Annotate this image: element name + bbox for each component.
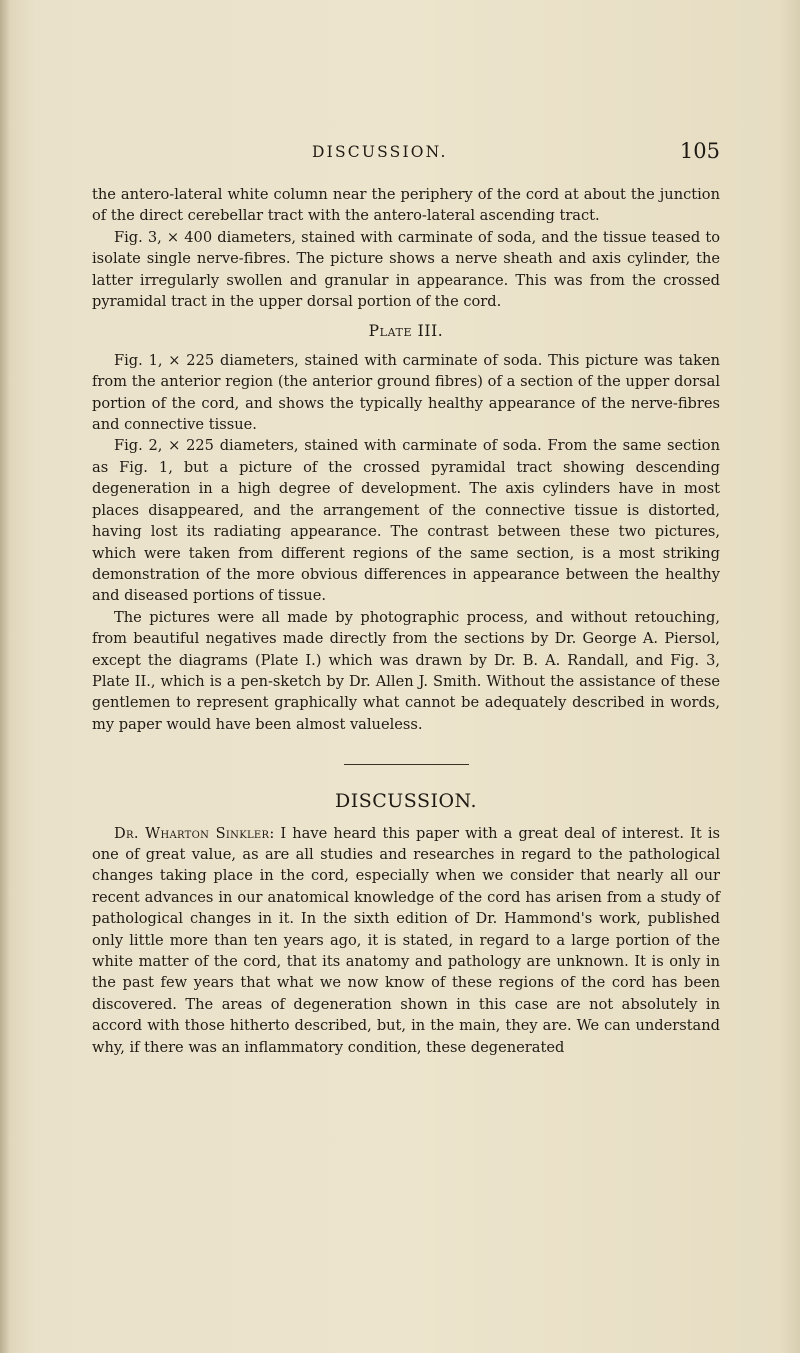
page-number: 105	[679, 139, 720, 163]
paragraph-pictures: The pictures were all made by photographic process, and without retouching, from beautiful negatives made directly from the sections by Dr. George A. Piersol, except the diagrams (Plate I.) which was drawn by Dr. B. A. Randall, and Fig. 3, Plate II., which is a pen-sketch by Dr. Allen J. Smith. Without the assistance of these gentlemen to represent graphically what cannot be adequately described in words, my paper would have been almost valueless.	[92, 608, 720, 733]
discussion-text: : I have heard this paper with a great deal of interest. It is one of great value, as are all studies and researches in regard to the pathological changes taking place in the cord, especially when we consider that nearly all our recent advances in our anatomical knowledge of the cord has arisen from a study of pathological changes in it. In the sixth edition of Dr. Hammond's work, published only little more than ten years ago, it is stated, in regard to a large portion of the white matter of the cord, that its anatomy and pathology are unknown. It is only in the past few years that what we now know of these regions of the cord has been discovered. The areas of degeneration shown in this case are not absolutely in accord with those hitherto described, but, in the main, they are. We can understand why, if there was an inflammatory condition, these degenerated	[92, 824, 721, 1056]
page-body	[92, 184, 720, 1058]
speaker-name: Dr. Wharton Sinkler	[114, 824, 270, 842]
discussion-heading: DISCUSSION.	[334, 790, 478, 813]
paragraph-discussion	[92, 823, 720, 1058]
page-header	[90, 139, 720, 169]
plate-heading: Plate III.	[368, 322, 444, 341]
paragraph-fig-1: Fig. 1, × 225 diameters, stained with carminate of soda. This picture was taken from the anterior region (the anterior ground fibres) of a section of the upper dorsal portion of the cord, and shows the typically healthy appearance of the nerve-fibres and connective tissue.	[92, 351, 720, 434]
paragraph-continuation: the antero-lateral white column near the periphery of the cord at about the junction of the direct cerebellar tract with the antero-lateral ascending tract.	[92, 186, 720, 225]
paragraph-fig-3: Fig. 3, × 400 diameters, stained with carminate of soda, and the tissue teased to isolate single nerve-fibres. The picture shows a nerve sheath and axis cylinder, the latter irregularly swollen and granular in appearance. This was from the crossed pyramidal tract in the upper dorsal portion of the cord.	[92, 228, 720, 311]
paragraph-fig-2: Fig. 2, × 225 diameters, stained with carminate of soda. From the same section as Fig. 1, but a picture of the crossed pyramidal tract showing descending degeneration in a high degree of development. The axis cylinders have in most places disappeared, and the arrangement of the connective tissue is distorted, having lost its radiating appearance. The contrast between these two pictures, which were taken from different regions of the same section, is a most striking demonstration of the more obvious differences in appearance between the healthy and diseased portions of tissue.	[92, 437, 720, 605]
running-head: DISCUSSION.	[312, 143, 448, 161]
section-divider	[344, 764, 469, 765]
binding-shadow	[0, 0, 10, 1353]
